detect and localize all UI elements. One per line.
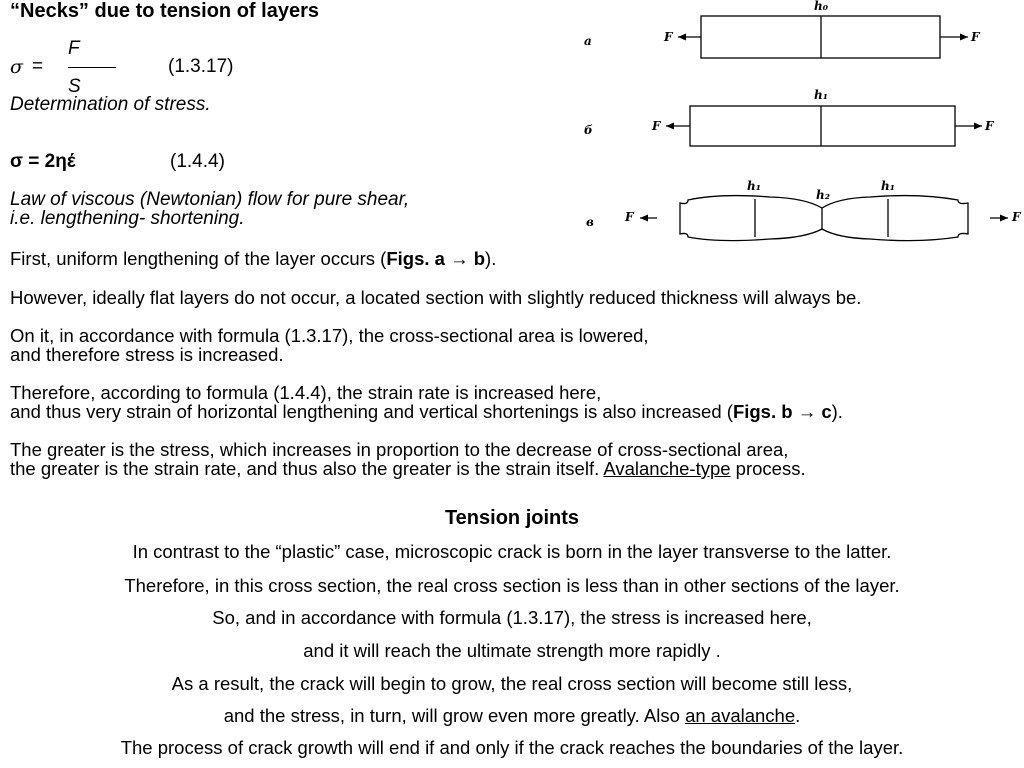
p5-line2-text: the greater is the strain rate, and thus also the greater is the strain itself.: [10, 458, 604, 479]
section-title: Tension joints: [444, 507, 580, 529]
label-h0: h₀: [814, 0, 828, 13]
p4-figs: Figs. b: [732, 401, 793, 422]
arrowhead-a-left: [678, 34, 686, 41]
section-line: and it will reach the ultimate strength more rapidly .: [303, 640, 721, 661]
p1-figs: Figs. a: [386, 248, 445, 269]
p4-end: ).: [831, 401, 843, 422]
p1-text: First, uniform lengthening of the layer occurs (: [10, 248, 387, 269]
section-line: [0, 705, 1024, 727]
arrowhead-a-right: [960, 34, 968, 41]
stress-description: Determination of stress.: [10, 94, 211, 115]
formula-equals: =: [32, 56, 44, 77]
p4-fig-c: c: [821, 401, 832, 422]
arrowhead-b-left: [666, 123, 674, 130]
viscous-flow-description-line1: Law of viscous (Newtonian) flow for pure shear,: [10, 189, 410, 210]
force-label-a-left: F: [664, 30, 673, 44]
label-h1-c-left: h₁: [747, 179, 761, 193]
p3-line1: On it, in accordance with formula (1.3.17), the cross-sectional area is lowered,: [10, 325, 649, 346]
paragraph-strain-rate: [10, 383, 843, 421]
viscous-flow-formula: σ = 2ηέ: [10, 151, 76, 172]
section-line: As a result, the crack will begin to grow, the real cross section will become still less,: [171, 673, 853, 694]
p4-line2-text: and thus very strain of horizontal lengthening and vertical shortenings is also increased (: [10, 401, 733, 422]
force-label-a-right: F: [971, 30, 980, 44]
formula-sigma: σ: [10, 56, 23, 78]
fraction-bar: [68, 67, 116, 68]
force-label-c-right: F: [1012, 210, 1021, 224]
p1-end: ).: [485, 248, 497, 269]
label-h2: h₂: [816, 188, 830, 202]
p3-line2: and therefore stress is increased.: [10, 344, 284, 365]
figure-label-b: б: [584, 123, 593, 137]
formula-denominator: S: [68, 76, 81, 97]
p5-end: process.: [730, 458, 806, 479]
layer-necking-figure: [570, 0, 1024, 250]
p1-arrow: →: [444, 248, 474, 269]
force-label-c-left: F: [625, 210, 634, 224]
figure-label-a: a: [584, 34, 592, 48]
p4-arrow: →: [792, 401, 822, 422]
p1-fig-b: b: [473, 248, 486, 269]
layer-c-necked: [680, 196, 968, 241]
stress-formula: [10, 38, 240, 96]
viscous-flow-formula-reference: (1.4.4): [170, 151, 225, 172]
p5-line2: [10, 459, 806, 478]
viscous-flow-description: [10, 190, 470, 228]
paragraph-cross-section: [10, 326, 649, 364]
section-line: Therefore, in this cross section, the real cross section is less than in other sections of the layer.: [124, 575, 900, 596]
paragraph-avalanche: [10, 440, 806, 478]
p5-avalanche-term: Avalanche-type: [603, 458, 731, 479]
paragraph-flat-layers: However, ideally flat layers do not occur, a located section with slightly reduced thickness will always be.: [10, 287, 862, 308]
label-h1-c-right: h₁: [881, 179, 895, 193]
arrowhead-b-right: [974, 123, 982, 130]
section-line6-text: and the stress, in turn, will grow even more greatly. Also: [223, 705, 686, 726]
paragraph-uniform-lengthening: [10, 249, 496, 268]
p4-line1: Therefore, according to formula (1.4.4), the strain rate is increased here,: [10, 382, 602, 403]
formula-numerator: F: [68, 38, 80, 59]
arrowhead-c-left: [640, 215, 648, 222]
force-label-b-right: F: [985, 119, 994, 133]
force-label-b-left: F: [652, 119, 661, 133]
section-line: The process of crack growth will end if and only if the crack reaches the boundaries of the layer.: [120, 737, 904, 758]
arrowhead-c-right: [1000, 215, 1008, 222]
figure-label-c: в: [586, 215, 594, 229]
p4-line2: [10, 402, 843, 421]
section-line: In contrast to the “plastic” case, microscopic crack is born in the layer transverse to the latter.: [132, 541, 892, 562]
layer-b-rect: [690, 106, 955, 146]
label-h1-b: h₁: [814, 88, 828, 102]
section-line6-end: .: [795, 705, 801, 726]
page-title: “Necks” due to tension of layers: [10, 0, 319, 22]
viscous-flow-description-line2: i.e. lengthening- shortening.: [10, 208, 245, 229]
formula-reference: (1.3.17): [168, 56, 234, 77]
section-line: So, and in accordance with formula (1.3.17), the stress is increased here,: [212, 607, 812, 628]
p5-line1: The greater is the stress, which increases in proportion to the decrease of cross-sectional area,: [10, 439, 789, 460]
section-avalanche-term: an avalanche: [685, 705, 796, 726]
